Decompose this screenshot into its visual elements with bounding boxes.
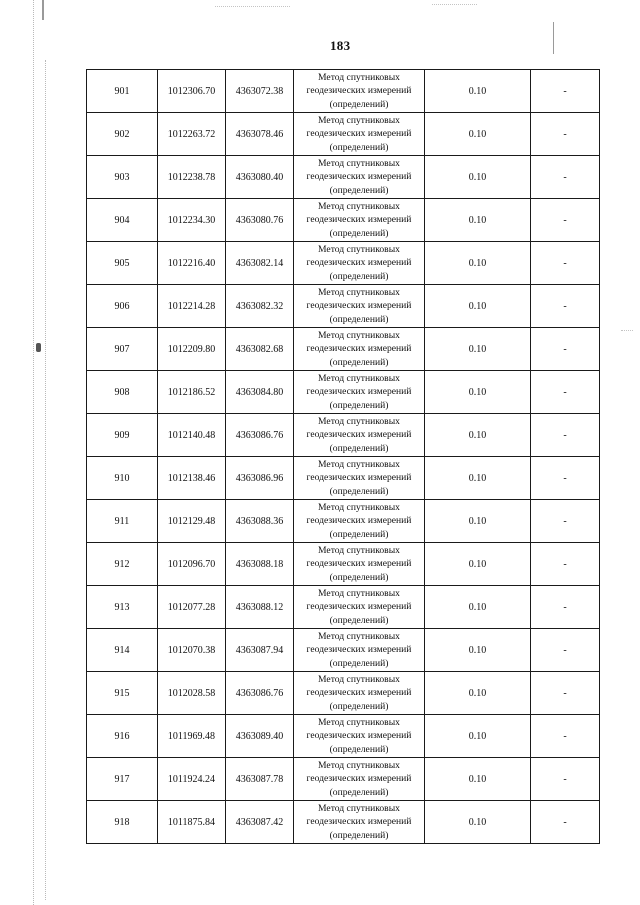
- accuracy-cell: 0.10: [425, 543, 531, 586]
- point-number-cell: 912: [87, 543, 158, 586]
- x-coordinate-cell: 1012306.70: [158, 70, 226, 113]
- y-coordinate-cell: 4363086.76: [226, 414, 294, 457]
- method-cell: [294, 672, 425, 715]
- y-coordinate-cell: 4363088.36: [226, 500, 294, 543]
- method-line: Метод спутниковых: [318, 544, 400, 556]
- scan-edge-left-inner: [45, 60, 46, 900]
- note-cell: -: [531, 543, 600, 586]
- x-coordinate-cell: 1012070.38: [158, 629, 226, 672]
- method-line: (определений): [329, 399, 389, 411]
- y-coordinate-cell: 4363080.40: [226, 156, 294, 199]
- method-line: (определений): [329, 270, 389, 282]
- accuracy-cell: 0.10: [425, 801, 531, 844]
- x-coordinate-cell: 1011969.48: [158, 715, 226, 758]
- table-row: [87, 414, 600, 457]
- method-line: (определений): [329, 184, 389, 196]
- method-line: геодезических измерений: [306, 601, 412, 613]
- method-line: Метод спутниковых: [318, 673, 400, 685]
- method-line: геодезических измерений: [306, 128, 412, 140]
- method-cell: [294, 70, 425, 113]
- y-coordinate-cell: 4363088.18: [226, 543, 294, 586]
- x-coordinate-cell: 1012077.28: [158, 586, 226, 629]
- method-line: (определений): [329, 227, 389, 239]
- coordinates-table: [86, 69, 600, 844]
- accuracy-cell: 0.10: [425, 500, 531, 543]
- method-cell: [294, 285, 425, 328]
- method-line: (определений): [329, 829, 389, 841]
- table-row: [87, 457, 600, 500]
- x-coordinate-cell: 1012238.78: [158, 156, 226, 199]
- point-number-cell: 918: [87, 801, 158, 844]
- note-cell: -: [531, 156, 600, 199]
- note-cell: -: [531, 715, 600, 758]
- note-cell: -: [531, 629, 600, 672]
- x-coordinate-cell: 1012140.48: [158, 414, 226, 457]
- table-row: [87, 629, 600, 672]
- table-row: [87, 113, 600, 156]
- note-cell: -: [531, 801, 600, 844]
- accuracy-cell: 0.10: [425, 586, 531, 629]
- method-cell: [294, 242, 425, 285]
- table-row: [87, 199, 600, 242]
- note-cell: -: [531, 70, 600, 113]
- method-line: геодезических измерений: [306, 558, 412, 570]
- y-coordinate-cell: 4363088.12: [226, 586, 294, 629]
- x-coordinate-cell: 1012129.48: [158, 500, 226, 543]
- method-cell: [294, 543, 425, 586]
- y-coordinate-cell: 4363084.80: [226, 371, 294, 414]
- method-cell: [294, 414, 425, 457]
- method-line: Метод спутниковых: [318, 71, 400, 83]
- point-number-cell: 907: [87, 328, 158, 371]
- method-line: Метод спутниковых: [318, 501, 400, 513]
- point-number-cell: 908: [87, 371, 158, 414]
- y-coordinate-cell: 4363087.78: [226, 758, 294, 801]
- table-row: [87, 70, 600, 113]
- method-line: Метод спутниковых: [318, 802, 400, 814]
- note-cell: -: [531, 113, 600, 156]
- method-cell: [294, 113, 425, 156]
- note-cell: -: [531, 285, 600, 328]
- method-line: геодезических измерений: [306, 515, 412, 527]
- x-coordinate-cell: 1012096.70: [158, 543, 226, 586]
- table-row: [87, 758, 600, 801]
- accuracy-cell: 0.10: [425, 328, 531, 371]
- method-line: геодезических измерений: [306, 472, 412, 484]
- method-line: Метод спутниковых: [318, 415, 400, 427]
- accuracy-cell: 0.10: [425, 414, 531, 457]
- method-cell: [294, 629, 425, 672]
- method-line: (определений): [329, 141, 389, 153]
- y-coordinate-cell: 4363086.76: [226, 672, 294, 715]
- point-number-cell: 903: [87, 156, 158, 199]
- method-cell: [294, 371, 425, 414]
- note-cell: -: [531, 586, 600, 629]
- method-line: (определений): [329, 657, 389, 669]
- accuracy-cell: 0.10: [425, 629, 531, 672]
- method-line: геодезических измерений: [306, 85, 412, 97]
- point-number-cell: 901: [87, 70, 158, 113]
- method-line: Метод спутниковых: [318, 372, 400, 384]
- method-line: (определений): [329, 98, 389, 110]
- method-line: геодезических измерений: [306, 773, 412, 785]
- method-line: геодезических измерений: [306, 343, 412, 355]
- method-cell: [294, 500, 425, 543]
- x-coordinate-cell: 1012214.28: [158, 285, 226, 328]
- method-line: Метод спутниковых: [318, 329, 400, 341]
- table-row: [87, 328, 600, 371]
- note-cell: -: [531, 199, 600, 242]
- accuracy-cell: 0.10: [425, 199, 531, 242]
- page-number: 183: [330, 38, 351, 53]
- x-coordinate-cell: 1012138.46: [158, 457, 226, 500]
- method-cell: [294, 199, 425, 242]
- table-row: [87, 285, 600, 328]
- x-coordinate-cell: 1012028.58: [158, 672, 226, 715]
- table-row: [87, 242, 600, 285]
- point-number-cell: 917: [87, 758, 158, 801]
- method-line: Метод спутниковых: [318, 458, 400, 470]
- accuracy-cell: 0.10: [425, 242, 531, 285]
- method-line: геодезических измерений: [306, 257, 412, 269]
- method-line: геодезических измерений: [306, 171, 412, 183]
- note-cell: -: [531, 242, 600, 285]
- method-line: (определений): [329, 700, 389, 712]
- method-cell: [294, 715, 425, 758]
- x-coordinate-cell: 1011875.84: [158, 801, 226, 844]
- method-line: Метод спутниковых: [318, 114, 400, 126]
- method-line: (определений): [329, 442, 389, 454]
- accuracy-cell: 0.10: [425, 672, 531, 715]
- method-line: (определений): [329, 528, 389, 540]
- point-number-cell: 914: [87, 629, 158, 672]
- method-line: (определений): [329, 614, 389, 626]
- y-coordinate-cell: 4363082.14: [226, 242, 294, 285]
- x-coordinate-cell: 1012216.40: [158, 242, 226, 285]
- method-line: геодезических измерений: [306, 214, 412, 226]
- scan-mark-top-left: [42, 0, 44, 20]
- method-line: Метод спутниковых: [318, 716, 400, 728]
- note-cell: -: [531, 457, 600, 500]
- method-cell: [294, 156, 425, 199]
- method-line: геодезических измерений: [306, 386, 412, 398]
- method-line: (определений): [329, 786, 389, 798]
- y-coordinate-cell: 4363086.96: [226, 457, 294, 500]
- table-row: [87, 500, 600, 543]
- accuracy-cell: 0.10: [425, 285, 531, 328]
- note-cell: -: [531, 328, 600, 371]
- point-number-cell: 910: [87, 457, 158, 500]
- scan-mark-right-edge: [621, 330, 633, 331]
- accuracy-cell: 0.10: [425, 371, 531, 414]
- y-coordinate-cell: 4363082.68: [226, 328, 294, 371]
- method-line: (определений): [329, 313, 389, 325]
- scan-mark-left-blot: [36, 343, 41, 352]
- table-row: [87, 156, 600, 199]
- scan-mark-top-right-h: [432, 4, 477, 5]
- table-row: [87, 543, 600, 586]
- y-coordinate-cell: 4363089.40: [226, 715, 294, 758]
- method-cell: [294, 457, 425, 500]
- table-row: [87, 672, 600, 715]
- y-coordinate-cell: 4363087.94: [226, 629, 294, 672]
- point-number-cell: 916: [87, 715, 158, 758]
- method-line: геодезических измерений: [306, 429, 412, 441]
- x-coordinate-cell: 1012186.52: [158, 371, 226, 414]
- scan-edge-left: [33, 0, 34, 905]
- y-coordinate-cell: 4363080.76: [226, 199, 294, 242]
- note-cell: -: [531, 414, 600, 457]
- accuracy-cell: 0.10: [425, 113, 531, 156]
- note-cell: -: [531, 672, 600, 715]
- note-cell: -: [531, 371, 600, 414]
- table-row: [87, 715, 600, 758]
- method-line: геодезических измерений: [306, 816, 412, 828]
- point-number-cell: 904: [87, 199, 158, 242]
- point-number-cell: 905: [87, 242, 158, 285]
- x-coordinate-cell: 1012209.80: [158, 328, 226, 371]
- method-line: Метод спутниковых: [318, 759, 400, 771]
- method-line: геодезических измерений: [306, 300, 412, 312]
- y-coordinate-cell: 4363078.46: [226, 113, 294, 156]
- y-coordinate-cell: 4363082.32: [226, 285, 294, 328]
- x-coordinate-cell: 1012234.30: [158, 199, 226, 242]
- method-line: Метод спутниковых: [318, 587, 400, 599]
- x-coordinate-cell: 1011924.24: [158, 758, 226, 801]
- method-cell: [294, 328, 425, 371]
- x-coordinate-cell: 1012263.72: [158, 113, 226, 156]
- method-line: (определений): [329, 743, 389, 755]
- table-row: [87, 371, 600, 414]
- accuracy-cell: 0.10: [425, 758, 531, 801]
- scan-mark-top-right: [553, 22, 554, 54]
- point-number-cell: 906: [87, 285, 158, 328]
- point-number-cell: 911: [87, 500, 158, 543]
- accuracy-cell: 0.10: [425, 715, 531, 758]
- method-line: Метод спутниковых: [318, 286, 400, 298]
- table-row: [87, 801, 600, 844]
- method-cell: [294, 801, 425, 844]
- note-cell: -: [531, 758, 600, 801]
- point-number-cell: 902: [87, 113, 158, 156]
- method-line: Метод спутниковых: [318, 243, 400, 255]
- point-number-cell: 913: [87, 586, 158, 629]
- method-line: геодезических измерений: [306, 644, 412, 656]
- accuracy-cell: 0.10: [425, 457, 531, 500]
- y-coordinate-cell: 4363072.38: [226, 70, 294, 113]
- method-line: геодезических измерений: [306, 730, 412, 742]
- method-line: (определений): [329, 571, 389, 583]
- table-row: [87, 586, 600, 629]
- method-line: геодезических измерений: [306, 687, 412, 699]
- method-cell: [294, 758, 425, 801]
- method-line: (определений): [329, 485, 389, 497]
- method-line: Метод спутниковых: [318, 200, 400, 212]
- method-line: Метод спутниковых: [318, 630, 400, 642]
- method-cell: [294, 586, 425, 629]
- accuracy-cell: 0.10: [425, 156, 531, 199]
- method-line: Метод спутниковых: [318, 157, 400, 169]
- y-coordinate-cell: 4363087.42: [226, 801, 294, 844]
- note-cell: -: [531, 500, 600, 543]
- point-number-cell: 915: [87, 672, 158, 715]
- scan-mark-top-center: [215, 6, 290, 7]
- point-number-cell: 909: [87, 414, 158, 457]
- method-line: (определений): [329, 356, 389, 368]
- accuracy-cell: 0.10: [425, 70, 531, 113]
- coordinates-table-body: [87, 70, 600, 844]
